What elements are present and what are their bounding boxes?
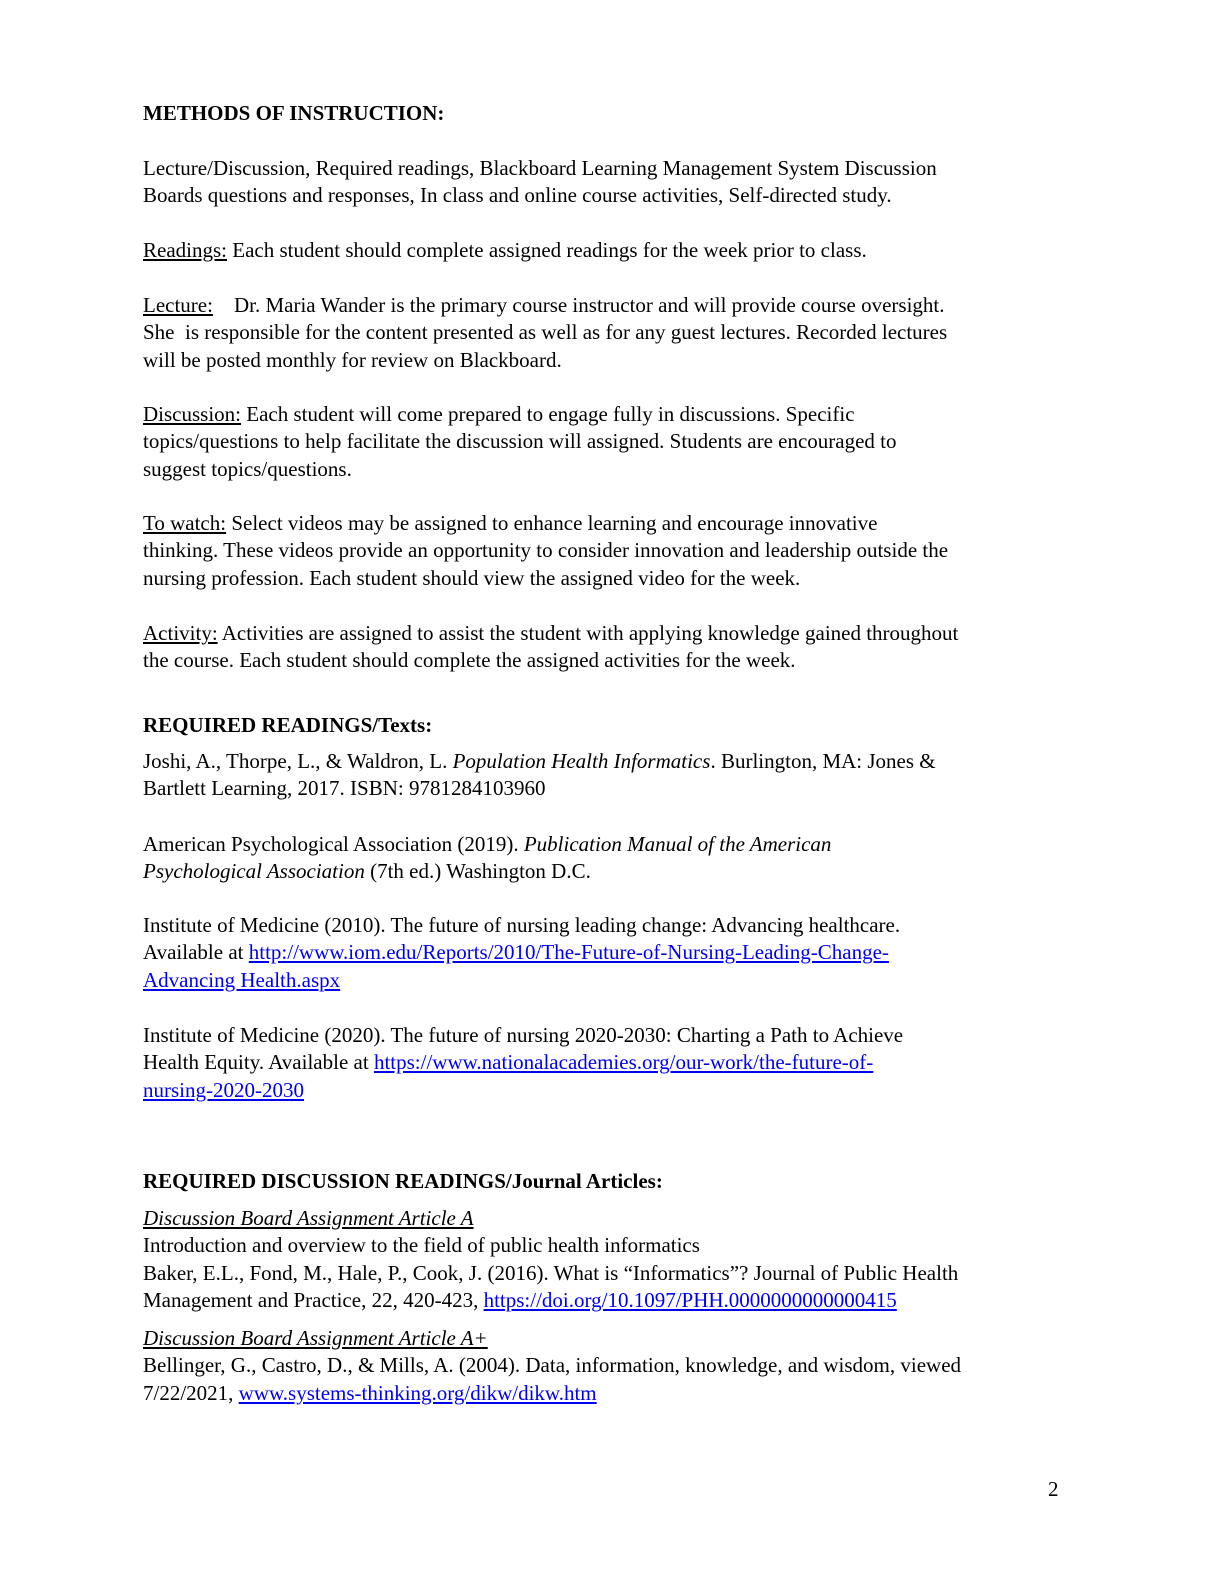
systems-thinking-link[interactable]: www.systems-thinking.org/dikw/dikw.htm (238, 1380, 597, 1405)
discussion-line (143, 401, 1083, 428)
page-number: 2 (1048, 1477, 1059, 1501)
article-a-line: Baker, E.L., Fond, M., Hale, P., Cook, J. (2016). What is “Informatics”? Journal of Public Health (143, 1260, 959, 1285)
methods-intro-line: Lecture/Discussion, Required readings, Blackboard Learning Management System Discussion (143, 156, 937, 180)
article-a-plus-viewed: 7/22/2021, (143, 1380, 239, 1405)
reference-available: Available at (143, 940, 249, 965)
text-reference-apa (143, 831, 1083, 886)
lecture-line: She is responsible for the content presented as well as for any guest lectures. Recorded lectures (143, 320, 948, 345)
readings-label: Readings: (143, 238, 227, 262)
readings-text: Each student should complete assigned readings for the week prior to class. (227, 238, 867, 262)
article-a-label: Discussion Board Assignment Article A (143, 1206, 474, 1230)
to-watch-label: To watch: (143, 511, 227, 535)
discussion-label: Discussion: (143, 402, 242, 426)
discussion-text: Each student will come prepared to engage fully in discussions. Specific (241, 402, 855, 426)
readings-line (143, 237, 1083, 264)
reference-line: Institute of Medicine (2020). The future of nursing 2020-2030: Charting a Path to Achieve (143, 1023, 904, 1047)
text-reference-joshi (143, 748, 1083, 803)
to-watch-line (143, 510, 1083, 537)
reference-title: Population Health Informatics (452, 749, 711, 773)
article-a-plus-block (143, 1325, 1083, 1407)
nationalacademies-link-continued[interactable]: nursing-2020-2030 (143, 1077, 304, 1102)
reference-line (143, 748, 1083, 775)
reference-line: Institute of Medicine (2010). The future of nursing leading change: Advancing healthcare. (143, 913, 901, 937)
reference-line (143, 1077, 1083, 1104)
text-reference-iom-2020 (143, 1022, 1083, 1104)
discussion-line: topics/questions to help facilitate the discussion will assigned. Students are encouraged to (143, 429, 897, 454)
journal-heading: REQUIRED DISCUSSION READINGS/Journal Articles: (143, 1169, 663, 1193)
lecture-text: Dr. Maria Wander is the primary course instructor and will provide course oversight. (212, 293, 945, 317)
reference-title: Psychological Association (143, 859, 365, 884)
activity-paragraph (143, 620, 1083, 675)
to-watch-line: thinking. These videos provide an opportunity to consider innovation and leadership outside the (143, 538, 949, 563)
reference-edition: (7th ed.) Washington D.C. (364, 859, 591, 884)
activity-label: Activity: (143, 621, 218, 645)
texts-heading: REQUIRED READINGS/Texts: (143, 713, 433, 737)
lecture-line (143, 292, 1083, 319)
activity-line (143, 620, 1083, 647)
to-watch-text: Select videos may be assigned to enhance learning and encourage innovative (226, 511, 878, 535)
article-a-plus-line (143, 1380, 1083, 1407)
lecture-line: will be posted monthly for review on Blackboard. (143, 347, 562, 372)
iom-2010-link-continued[interactable]: Advancing Health.aspx (143, 967, 341, 992)
methods-intro-line: Boards questions and responses, In class and online course activities, Self-directed study. (143, 183, 892, 208)
reference-publisher: . Burlington, MA: Jones & (710, 749, 936, 773)
readings-paragraph (143, 237, 1083, 264)
to-watch-line: nursing profession. Each student should view the assigned video for the week. (143, 565, 801, 590)
nationalacademies-link[interactable]: https://www.nationalacademies.org/our-work/the-future-of- (373, 1050, 874, 1075)
article-a-line: Introduction and overview to the field of public health informatics (143, 1233, 700, 1258)
reference-line: Bartlett Learning, 2017. ISBN: 9781284103960 (143, 776, 546, 801)
article-a-line (143, 1287, 1083, 1314)
reference-line (143, 967, 1083, 994)
discussion-paragraph (143, 401, 1083, 483)
reference-line (143, 1049, 1083, 1076)
methods-heading: METHODS OF INSTRUCTION: (143, 101, 445, 125)
article-a-plus-label: Discussion Board Assignment Article A+ (143, 1326, 488, 1350)
reference-title: Publication Manual of the American (523, 832, 832, 856)
methods-intro (143, 155, 1083, 210)
lecture-paragraph (143, 292, 1083, 374)
text-reference-iom-2010 (143, 912, 1083, 994)
reference-authors: Joshi, A., Thorpe, L., & Waldron, L. (143, 749, 453, 773)
reference-line (143, 939, 1083, 966)
lecture-label: Lecture: (143, 293, 213, 317)
article-a-block (143, 1205, 1083, 1315)
activity-line: the course. Each student should complete the assigned activities for the week. (143, 648, 796, 673)
reference-available: Health Equity. Available at (143, 1050, 374, 1075)
article-a-plus-line: Bellinger, G., Castro, D., & Mills, A. (2004). Data, information, knowledge, and wisdom, viewed (143, 1353, 962, 1378)
reference-line (143, 858, 1083, 885)
article-a-journal: Management and Practice, 22, 420-423, (143, 1288, 484, 1313)
discussion-line: suggest topics/questions. (143, 456, 352, 481)
doi-link[interactable]: https://doi.org/10.1097/PHH.0000000000000415 (483, 1288, 897, 1313)
reference-authors: American Psychological Association (2019). (143, 832, 524, 856)
iom-2010-link[interactable]: http://www.iom.edu/Reports/2010/The-Future-of-Nursing-Leading-Change- (248, 940, 889, 965)
to-watch-paragraph (143, 510, 1083, 592)
activity-text: Activities are assigned to assist the student with applying knowledge gained throughout (217, 621, 959, 645)
reference-line (143, 831, 1083, 858)
